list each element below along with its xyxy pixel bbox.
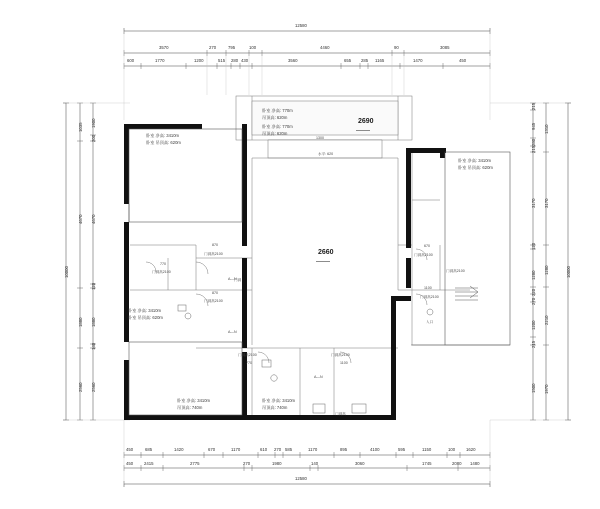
top-dim-r2-6: 3560 [288,58,298,63]
top-dim-r2-9: 1165 [375,58,385,63]
wall-partition-vert-b [242,156,247,246]
room-label-south-bedroom2-line2: 吊顶高: 740m [262,405,288,410]
left-overall-dim: 10000 [64,266,69,278]
left-dim-c1-1: 4670 [78,214,83,224]
bottom-dim-r1-4: 1170 [231,447,241,452]
wall-ne-corner [440,148,445,158]
wall-south-mid [246,415,391,420]
annotation-7: 770 [160,262,166,266]
bottom-dim-r1-10: 4100 [370,447,380,452]
annotation-14: 入口 [426,320,434,324]
left-dim-c2-6: 2560 [91,382,96,392]
annotation-16: 门洞高2100 [238,353,257,357]
annotation-20: A—N [228,330,237,334]
bottom-dim-r2-0: 450 [126,461,134,466]
top-overall-dim: 12580 [295,23,307,28]
top-dim-r2-7: 655 [344,58,352,63]
bottom-dim-r1-0: 450 [126,447,134,452]
bottom-dim-r1-11: 595 [398,447,406,452]
left-dim-c2-3: 120 [91,282,96,290]
right-dim-c1-1: 3170 [544,198,549,208]
left-dim-c1-0: 1035 [78,122,83,132]
right-dim-c2-1: 945 [531,122,536,130]
room-label-north-balcony-line1: 卧室 净高: 770m [262,108,293,113]
room-label-east-room-line1: 卧室 净高: 3410m [458,158,492,163]
leader-2660 [316,261,330,262]
annotation-5: 870 [212,291,218,295]
top-dim-r2-4: 280 [231,58,239,63]
bottom-dim-r2-5: 140 [311,461,319,466]
top-dim-r2-5: 430 [241,58,249,63]
wall-partition-vert-c [242,258,247,348]
room-label-north-balcony2-line1: 卧室 净高: 770m [262,124,293,129]
wall-east-upper [406,148,411,248]
room-label-master-bedroom-line2: 卧室 吊顶高: 620m [146,140,181,145]
annotation-19: A—N [228,277,237,281]
left-dim-c1-2: 1880 [78,317,83,327]
room-label-north-balcony2-line2: 吊顶高: 620m [262,131,288,136]
right-dim-c1-2: 1280 [544,265,549,275]
ceiling-height-2660: 2660 [318,249,334,256]
bottom-dim-r2-1: 2415 [144,461,154,466]
top-dim-r1-0: 3570 [159,45,169,50]
annotation-22: 门洞高 [335,412,346,416]
bottom-dim-r1-2: 1420 [174,447,184,452]
right-dim-c2-3: 215 [531,145,536,153]
wall-east-jog [391,296,411,301]
right-dim-c2-5: 120 [531,242,536,250]
annotation-9: 670 [424,244,430,248]
annotation-18: 1100 [340,361,348,365]
bottom-dim-r1-9: 895 [340,447,348,452]
right-dim-c2-6: 1280 [531,270,536,280]
wall-east-mid [406,258,411,288]
bottom-dim-r2-4: 1980 [272,461,282,466]
bottom-dim-r1-6: 270 [274,447,282,452]
annotation-11: 门洞高2100 [446,269,465,273]
annotation-3: 870 [212,243,218,247]
top-dim-r1-6: 3085 [440,45,450,50]
annotation-0: 1300 [316,136,324,140]
room-label-west-room-line2: 卧室 吊顶高: 620m [128,315,163,320]
right-dim-c2-4: 3170 [531,198,536,208]
annotation-13: 门洞高2100 [420,295,439,299]
bottom-dim-r2-6: 3060 [355,461,365,466]
left-dim-c1-3: 2560 [78,382,83,392]
wall-south-left [124,415,242,420]
top-dim-r1-2: 795 [228,45,236,50]
bottom-dim-r1-12: 1150 [422,447,432,452]
bottom-dim-r1-1: 685 [145,447,153,452]
room-label-north-balcony-line2: 吊顶高: 620m [262,115,288,120]
bottom-dim-r1-14: 1620 [466,447,476,452]
left-dim-c2-4: 1880 [91,317,96,327]
top-dim-r1-4: 4460 [320,45,330,50]
wall-west-mid [124,222,129,342]
annotation-4: 门洞高2100 [204,252,223,256]
wall-north-left [124,124,202,129]
bottom-dim-r1-7: 585 [285,447,293,452]
wall-west-upper [124,124,129,204]
bottom-dim-r2-9: 1480 [470,461,480,466]
room-label-east-room-line2: 卧室 吊顶高: 620m [458,165,493,170]
annotation-6: 门洞高2100 [204,299,223,303]
annotation-21: A—N [314,375,323,379]
top-dim-r1-3: 100 [249,45,257,50]
top-dim-r2-8: 285 [361,58,369,63]
bottom-dim-r1-8: 1170 [308,447,318,452]
top-dim-r2-10: 1470 [413,58,423,63]
left-dim-c2-5: 140 [91,342,96,350]
right-dim-c2-2: 280 [531,138,536,146]
bottom-dim-r2-7: 1745 [422,461,432,466]
right-dim-c1-0: 1310 [544,124,549,134]
top-dim-r2-0: 600 [127,58,135,63]
annotation-12: 1100 [424,286,432,290]
right-overall-dim: 10000 [566,266,571,278]
right-dim-c1-4: 1970 [544,384,549,394]
top-dim-r1-1: 270 [209,45,217,50]
top-dim-r2-11: 450 [459,58,467,63]
wall-west-lower [124,360,129,420]
bottom-dim-r2-3: 270 [243,461,251,466]
room-label-south-bedroom-line1: 卧室 净高: 3410m [177,398,211,403]
annotation-1: 水平: 620 [318,152,334,156]
wall-partition-vert-a [242,124,247,156]
annotation-8: 门洞高2100 [152,270,171,274]
annotation-15: 770 [246,361,252,365]
annotation-10: 门洞高2100 [414,253,433,257]
left-dim-c2-0: 1900 [91,118,96,128]
right-dim-c2-0: 215 [531,102,536,110]
bottom-dim-r2-8: 2080 [452,461,462,466]
bottom-overall-dim: 12580 [295,476,307,481]
right-dim-c2-7: 220 [531,288,536,296]
room-label-master-bedroom-line1: 卧室 净高: 3410m [146,133,180,138]
room-label-south-bedroom2-line1: 卧室 净高: 3410m [262,398,296,403]
top-dim-r2-3: 515 [218,58,226,63]
left-dim-c2-2: 4670 [91,214,96,224]
right-dim-c2-8: 270 [531,297,536,305]
annotation-2: 门洞 [234,278,242,282]
top-dim-r2-2: 1200 [194,58,204,63]
room-label-west-room-line1: 卧室 净高: 3410m [128,308,162,313]
right-dim-c1-3: 2210 [544,315,549,325]
ceiling-height-2690: 2690 [358,118,374,125]
top-dim-r1-5: 90 [394,45,399,50]
annotation-17: 门洞高2100 [331,353,350,357]
wall-east-lower [391,300,396,420]
bottom-dim-r1-13: 100 [448,447,456,452]
bottom-dim-r2-2: 2775 [190,461,200,466]
leader-2690 [356,130,370,131]
bottom-dim-r1-5: 610 [260,447,268,452]
right-dim-c2-9: 1200 [531,320,536,330]
right-dim-c2-10: 215 [531,340,536,348]
top-dim-r2-1: 1770 [155,58,165,63]
right-dim-c2-11: 1500 [531,383,536,393]
bottom-dim-r1-3: 670 [208,447,216,452]
room-label-south-bedroom-line2: 吊顶高: 740m [177,405,203,410]
left-dim-c2-1: 200 [91,134,96,142]
